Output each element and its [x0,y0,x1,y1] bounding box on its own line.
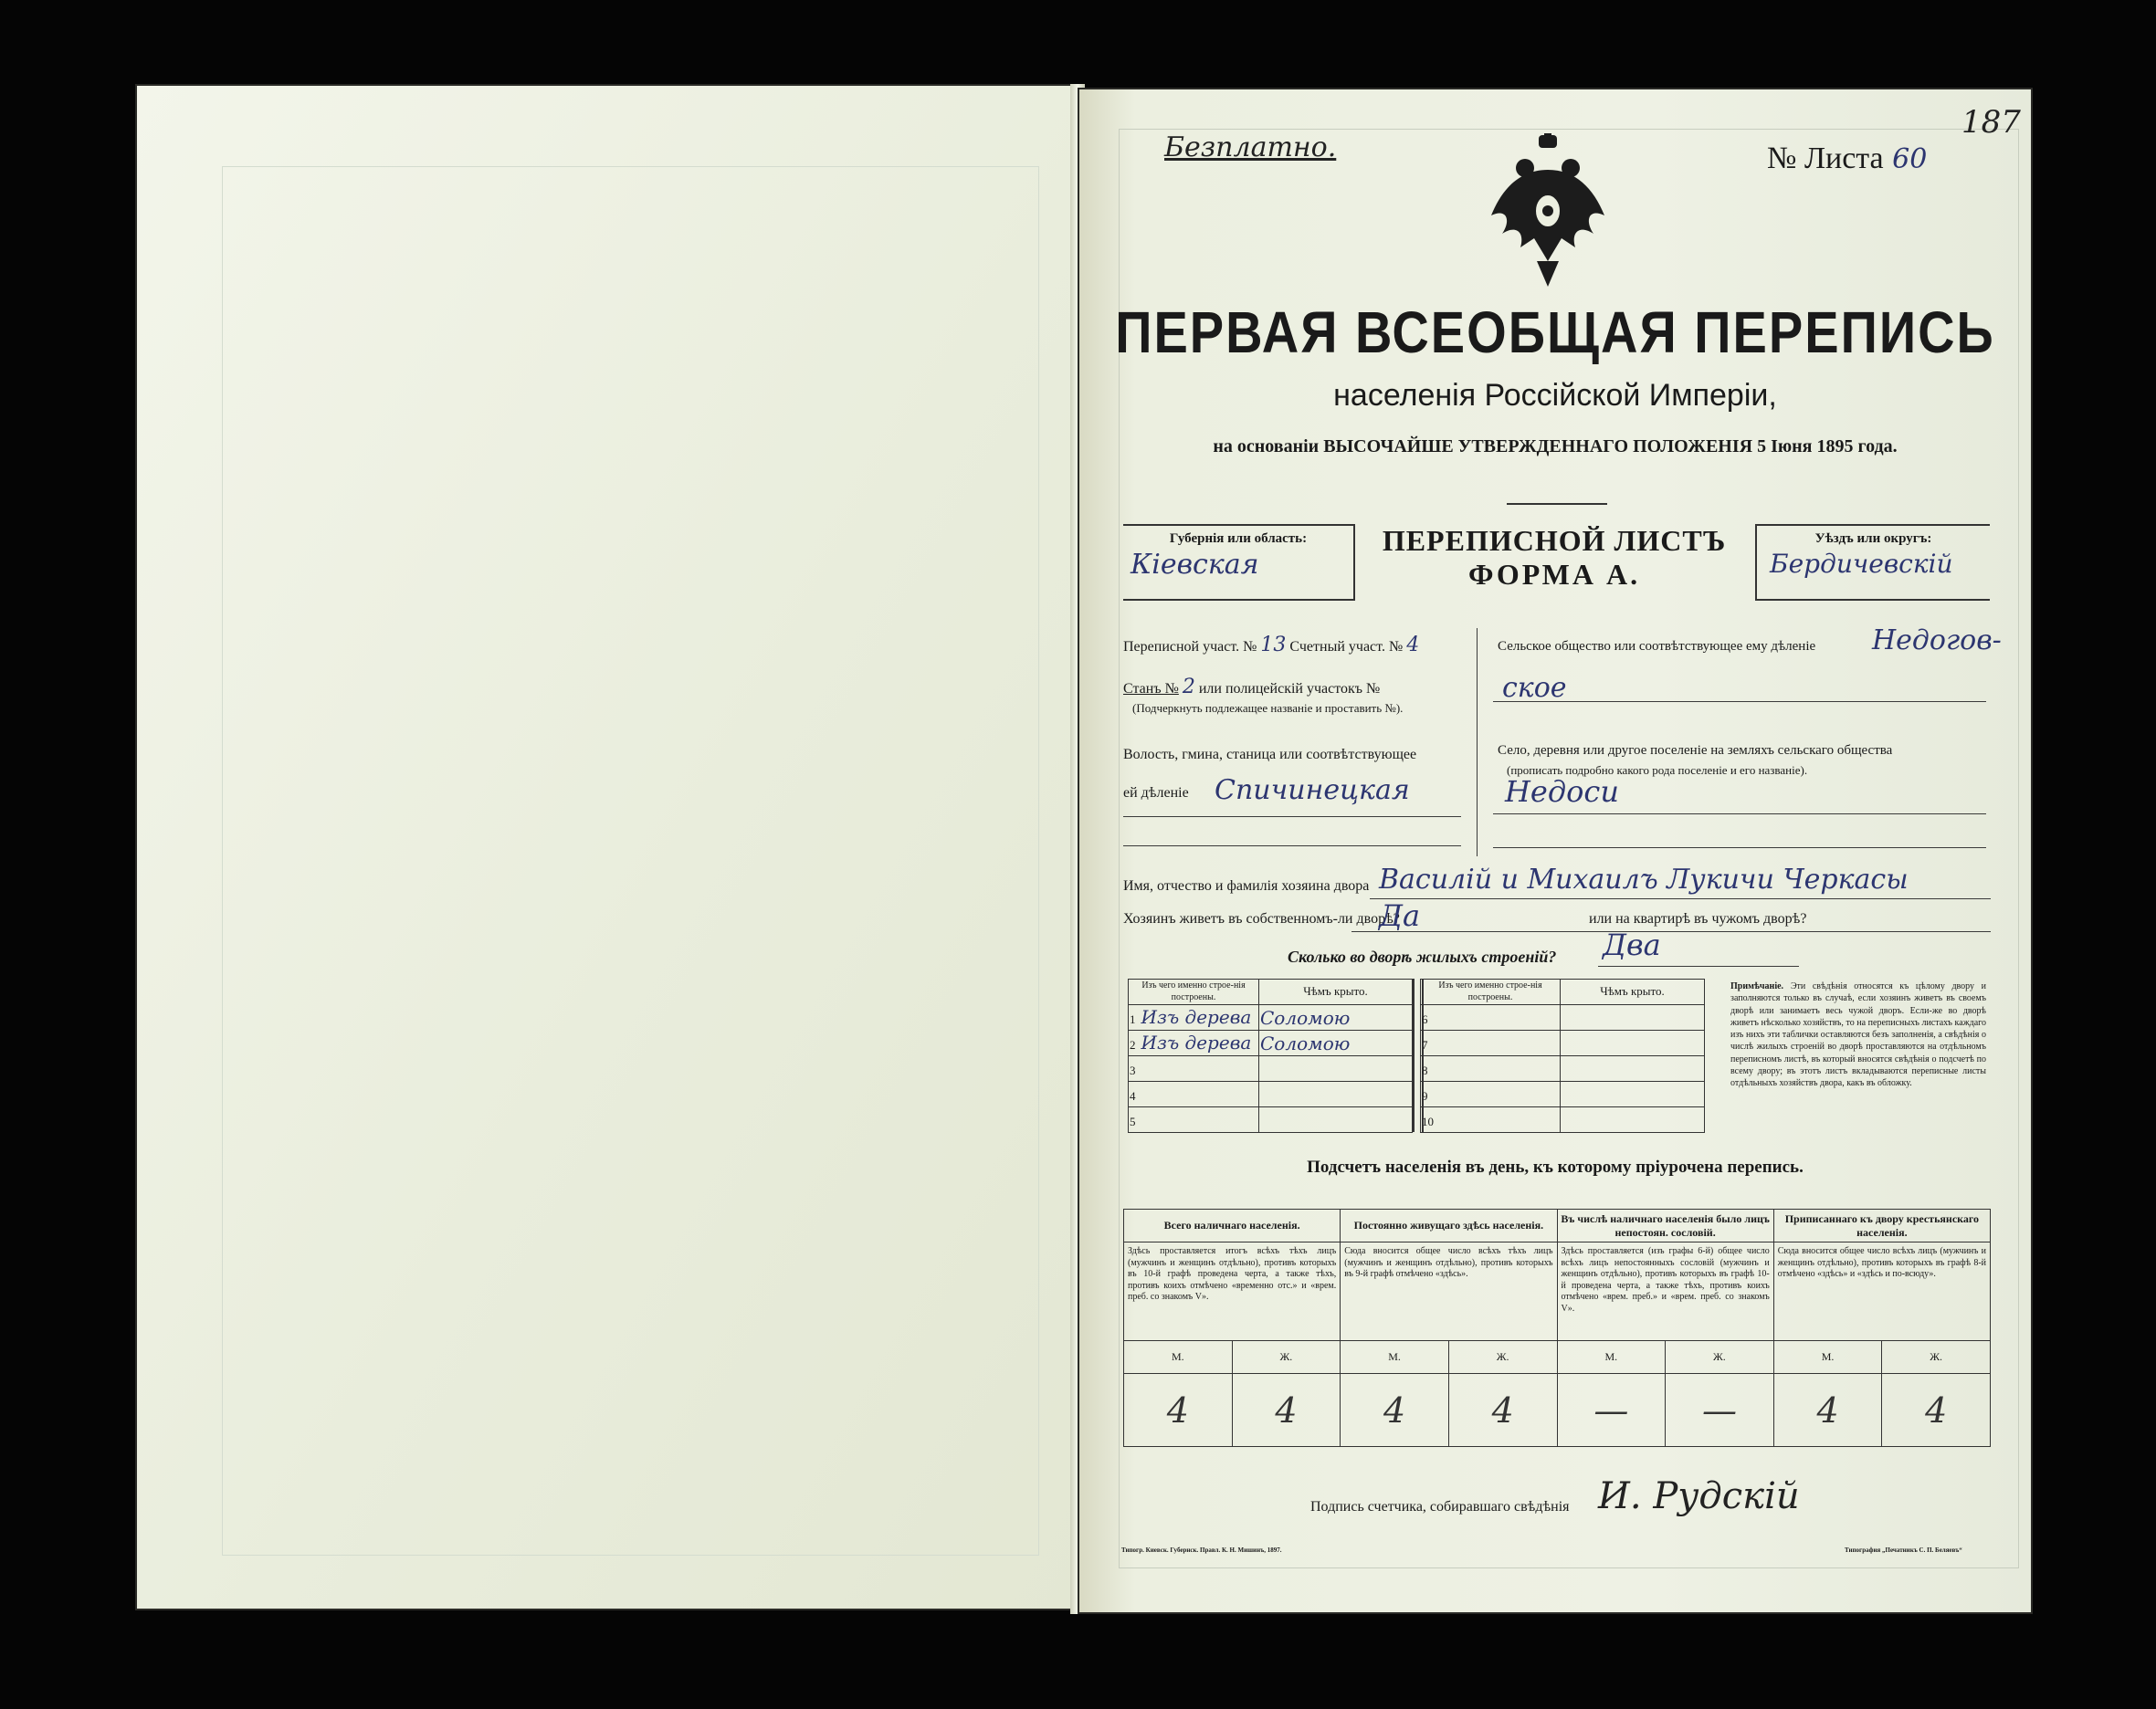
building-row-number: 9 [1422,1089,1428,1103]
village-note: (прописать подробно какого рода поселеніе и его названіе). [1507,763,1808,777]
owner-label: Имя, отчество и фамилія хозяина двора [1123,878,1370,894]
building-roof-value [1561,1005,1705,1031]
volost-value: Спичинецкая [1215,774,1410,806]
counting-section-value: 4 [1406,634,1420,656]
stan-line [1123,676,1466,698]
village-underline [1493,813,1986,814]
form-title-line2: ФОРМА А. [1467,558,1641,591]
building-material-cell [1421,1005,1561,1031]
note-block [1730,980,1986,1090]
building-roof-value [1561,1056,1705,1082]
col-what-header: Изъ чего именно строе-нія построены. [1129,980,1259,1005]
lives-rent-label: или на квартирѣ въ чужомъ дворѣ? [1589,911,1807,927]
counting-section-label: Счетный участ. № [1289,639,1404,655]
col-what-header-2: Изъ чего именно строе-нія построены. [1421,980,1561,1005]
imprint-left: Типогр. Киевск. Губернск. Правл. К. Н. Мишинъ, 1897. [1121,1546,1282,1554]
female-column-label: Ж. [1232,1341,1341,1374]
census-section-line [1123,634,1466,656]
count-group-header: Приписаннаго къ двору крестьянскаго населенія. [1773,1210,1990,1242]
village-underline-2 [1493,847,1986,848]
building-roof-value [1259,1056,1413,1082]
society-value: Недогов- [1872,624,2002,656]
signature-value: И. Рудскій [1598,1475,1800,1517]
building-row [1129,1031,1413,1056]
building-roof-value [1259,1107,1413,1133]
signature-label: Подпись счетчика, собиравшаго свѣдѣнія [1310,1499,1570,1515]
count-group-header: Всего наличнаго населенія. [1124,1210,1341,1242]
owner-value: Василій и Михаилъ Лукичи Черкасы [1379,864,1909,896]
count-group-description: Сюда вносится общее число всѣхъ тѣхъ лицъ (мужчинъ и женщинъ отдѣльно), противъ которыхъ въ 9-й графѣ отмѣчено «здѣсь». [1341,1242,1557,1341]
volost-underline-2 [1123,845,1461,846]
building-row-number: 10 [1422,1115,1434,1128]
male-count-value: 4 [1341,1374,1449,1447]
village-label: Село, деревня или другое поселеніе на земляхъ сельскаго общества [1498,743,1893,758]
col-roof-header-2: Чѣмъ крыто. [1561,980,1705,1005]
building-roof-value [1561,1082,1705,1107]
legal-basis: на основаніи ВЫСОЧАЙШЕ УТВЕРЖДЕННАГО ПОЛОЖЕНІЯ 5 Іюня 1895 года. [1213,436,1898,456]
census-section-value: 13 [1260,634,1287,656]
male-column-label: М. [1124,1341,1233,1374]
female-count-value: — [1666,1374,1774,1447]
building-row [1421,1107,1705,1133]
building-material-cell [1421,1031,1561,1056]
male-column-label: М. [1557,1341,1666,1374]
subtitle: населенія Россійской Имперіи, [1333,378,1777,413]
imperial-eagle-icon [1484,133,1612,288]
province-box [1123,524,1355,601]
census-form-page [1078,88,2033,1614]
lives-own-label: Хозяинъ живетъ въ собственномъ-ли дворѣ? [1123,911,1400,927]
building-row [1129,1056,1413,1082]
volost-underline [1123,816,1461,817]
building-row [1129,1082,1413,1107]
building-row [1421,1056,1705,1082]
district-value: Бердичевскій [1770,549,1953,579]
note-text: Эти свѣдѣнія относятся къ цѣлому двору и заполняются только въ случаѣ, если хозяинъ живетъ въ своемъ дворѣ или занимаетъ весь чужой дворъ. Если-же во дворѣ живетъ нѣсколько хозяйствъ, то на переписныхъ листахъ каждаго изъ нихъ эти таблички оставляются безъ заполненія, а свѣдѣнія о числѣ жилыхъ строеній во дворѣ проставляются на отдѣльномъ переписномъ листѣ, въ который вносятся свѣдѣнія о подсчетѣ по всему двору; въ этотъ листъ вкладываются переписные листы отдѣльныхъ хозяйствъ двора, какъ въ обложку. [1730,981,1987,1089]
building-row-number: 5 [1130,1115,1136,1128]
form-title-line1: ПЕРЕПИСНОЙ ЛИСТЪ [1382,524,1727,557]
district-label: Уѣздъ или округъ: [1814,531,1932,546]
village-value: Недоси [1505,774,1619,809]
male-count-value: — [1557,1374,1666,1447]
building-roof-value: Соломою [1259,1005,1413,1031]
society-label: Сельское общество или соотвѣтствующее ему дѣленіе [1498,639,1816,654]
building-material-cell [1421,1082,1561,1107]
building-material-cell [1421,1056,1561,1082]
building-row-number: 1 [1130,1012,1136,1026]
province-label: Губернія или область: [1169,531,1308,546]
lives-underline [1351,931,1991,932]
society-value-continued: ское [1502,672,1567,704]
imprint-right: Типография „Печатникъ С. П. Беляевъ“ [1845,1546,1962,1554]
female-count-value: 4 [1232,1374,1341,1447]
district-box [1755,524,1990,601]
count-group-description: Здѣсь проставляется (изъ графы 6-й) общее число всѣхъ лицъ непостоянныхъ сословій (мужчинъ и женщинъ отдѣльно), противъ которыхъ въ графѣ 10-й проведена черта, а также тѣхъ, противъ коихъ отмѣчено «врем. преб.» и «врем. преб. со знакомъ V». [1557,1242,1773,1341]
province-value: Кіевская [1131,549,1259,581]
building-material-cell [1129,1082,1259,1107]
building-roof-value [1561,1107,1705,1133]
left-page-frame [222,166,1039,1556]
buildings-table-right [1420,979,1705,1133]
building-material-value: Изъ дерева [1141,1032,1252,1054]
building-row-number: 6 [1422,1012,1428,1026]
building-row [1129,1005,1413,1031]
building-row [1421,1082,1705,1107]
lives-own-value: Да [1379,898,1421,933]
sheet-number-label: № Листа [1767,142,1884,175]
owner-underline [1370,898,1991,899]
main-title: ПЕРВАЯ ВСЕОБЩАЯ ПЕРЕПИСЬ [1115,299,1995,365]
count-group-header: Въ числѣ наличнаго населенія было лицъ непостоян. сословій. [1557,1210,1773,1242]
male-count-value: 4 [1773,1374,1882,1447]
building-row-number: 4 [1130,1089,1136,1103]
sheet-number [1767,141,1927,176]
building-roof-value [1561,1031,1705,1056]
female-column-label: Ж. [1882,1341,1991,1374]
form-title-box [1353,524,1755,597]
left-blank-page [135,84,1076,1610]
building-row [1129,1107,1413,1133]
count-group-description: Здѣсь проставляется итогъ всѣхъ тѣхъ лицъ (мужчинъ и женщинъ отдѣльно), противъ которыхъ въ 10-й графѣ проведена черта, а также тѣхъ, противъ коихъ отмѣчено «временно отс.» и «врем. преб. со знакомъ V». [1124,1242,1341,1341]
volost-label: Волость, гмина, станица или соотвѣтствующее [1123,747,1417,762]
count-table [1123,1209,1991,1447]
police-section-label: или полицейскій участокъ № [1198,681,1381,697]
fields-divider [1477,628,1478,856]
census-section-label: Переписной участ. № [1123,639,1257,655]
building-row-number: 8 [1422,1064,1428,1077]
buildings-value: Два [1603,928,1661,962]
male-column-label: М. [1773,1341,1882,1374]
note-title: Примѣчаніе. [1730,981,1784,991]
building-row-number: 2 [1130,1038,1136,1052]
building-material-cell [1129,1031,1259,1056]
building-material-cell [1129,1107,1259,1133]
free-label: Безплатно. [1164,131,1337,163]
count-group-header: Постоянно живущаго здѣсь населенія. [1341,1210,1557,1242]
building-row [1421,1005,1705,1031]
building-roof-value: Соломою [1259,1031,1413,1056]
building-material-cell [1129,1056,1259,1082]
female-column-label: Ж. [1448,1341,1557,1374]
stan-note: (Подчеркнуть подлежащее названіе и проставить №). [1132,701,1404,715]
building-material-cell [1421,1107,1561,1133]
female-count-value: 4 [1448,1374,1557,1447]
archive-number: 187 [1961,104,2021,141]
building-material-value: Изъ дерева [1141,1006,1252,1028]
building-row-number: 3 [1130,1064,1136,1077]
ornament-divider [1507,503,1607,505]
count-group-description: Сюда вносится общее число всѣхъ лицъ (мужчинъ и женщинъ отдѣльно), противъ которыхъ въ графѣ 8-й отмѣчено «здѣсь» и «здѣсь и по-всюду». [1773,1242,1990,1341]
stan-value: 2 [1182,676,1195,698]
buildings-table-left [1128,979,1413,1133]
building-row-number: 7 [1422,1038,1428,1052]
male-column-label: М. [1341,1341,1449,1374]
col-roof-header: Чѣмъ крыто. [1259,980,1413,1005]
female-column-label: Ж. [1666,1341,1774,1374]
count-title: Подсчетъ населенія въ день, къ которому пріурочена перепись. [1307,1158,1804,1177]
building-material-cell [1129,1005,1259,1031]
female-count-value: 4 [1882,1374,1991,1447]
building-row [1421,1031,1705,1056]
male-count-value: 4 [1124,1374,1233,1447]
sheet-number-value: 60 [1892,143,1928,175]
stan-label: Станъ № [1123,681,1179,697]
volost-label-2: ей дѣленіе [1123,785,1189,801]
buildings-label: Сколько во дворѣ жилыхъ строеній? [1288,948,1557,966]
building-roof-value [1259,1082,1413,1107]
society-underline [1493,701,1986,702]
buildings-underline [1598,966,1799,967]
